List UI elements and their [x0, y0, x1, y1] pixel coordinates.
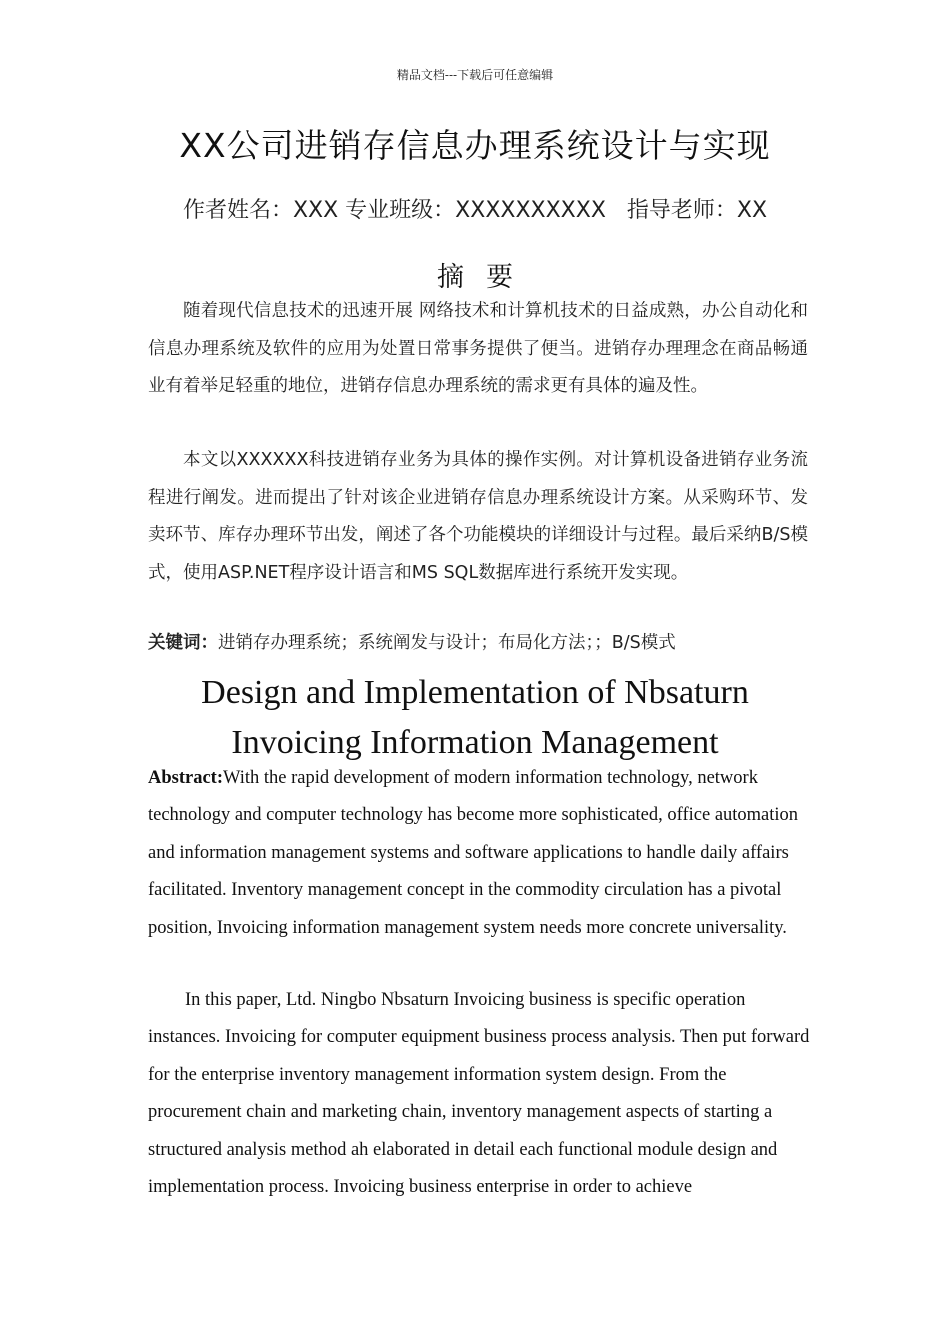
chinese-title: XX公司进销存信息办理系统设计与实现: [179, 126, 771, 165]
chinese-abstract-paragraph-1: [148, 293, 808, 406]
class-name: 专业班级：XXXXXXXXXX: [345, 198, 606, 223]
author-name: 作者姓名：XXX: [182, 198, 339, 223]
header-note: 精品文档---下载后可任意编辑: [396, 68, 554, 82]
advisor-name: 指导老师：XX: [626, 198, 768, 223]
paragraph-text: 随着现代信息技术的迅速开展 网络技术和计算机技术的日益成熟，办公自动化和信息办理系统及软件的应用为处置日常事务提供了便当。进销存办理理念在商品畅通业有着举足轻重的地位，进销存信息办理系统的需求更有具体的遍及性。: [148, 301, 808, 396]
chinese-abstract-paragraph-2: [148, 442, 808, 592]
english-title-line-1: Design and Implementation of Nbsaturn: [201, 674, 749, 711]
abstract-heading: 摘要: [437, 262, 535, 293]
paragraph-text: With the rapid development of modern information technology, network technology and computer technology has become more sophisticated, office automation and information management systems and software applications to handle daily affairs facilitated. Inventory management concept in the commodity circulation has a pivotal position, Invoicing information management system needs more concrete universality.: [148, 768, 799, 938]
english-abstract-paragraph-1: [148, 760, 810, 947]
keywords-text: 进销存办理系统；系统阐发与设计；布局化方法；；B/S模式: [218, 633, 676, 653]
paragraph-text: In this paper, Ltd. Ningbo Nbsaturn Invoicing business is specific operation instances. Invoicing for computer equipment business process analysis. Then put forward for the enterprise inventory management information system design. From the procurement chain and marketing chain, inventory management aspects of starting a structured analysis method ah elaborated in detail each functional module design and implementation process. Invoicing business enterprise in order to achieve: [148, 990, 810, 1198]
english-title-line-2: Invoicing Information Management: [231, 724, 719, 761]
author-line: [0, 193, 950, 224]
keywords-line: [148, 630, 808, 656]
english-title: [0, 668, 950, 768]
paragraph-text: 本文以XXXXXX科技进销存业务为具体的操作实例。对计算机设备进销存业务流程进行阐发。进而提出了针对该企业进销存信息办理系统设计方案。从采购环节、发卖环节、库存办理环节出发，阐述了各个功能模块的详细设计与过程。最后采纳B/S模式，使用ASP.NET程序设计语言和MS SQL数据库进行系统开发实现。: [148, 450, 808, 583]
english-abstract-paragraph-2: [148, 982, 810, 1206]
keywords-label: 关键词：: [148, 633, 218, 653]
abstract-label: Abstract:: [148, 768, 224, 788]
